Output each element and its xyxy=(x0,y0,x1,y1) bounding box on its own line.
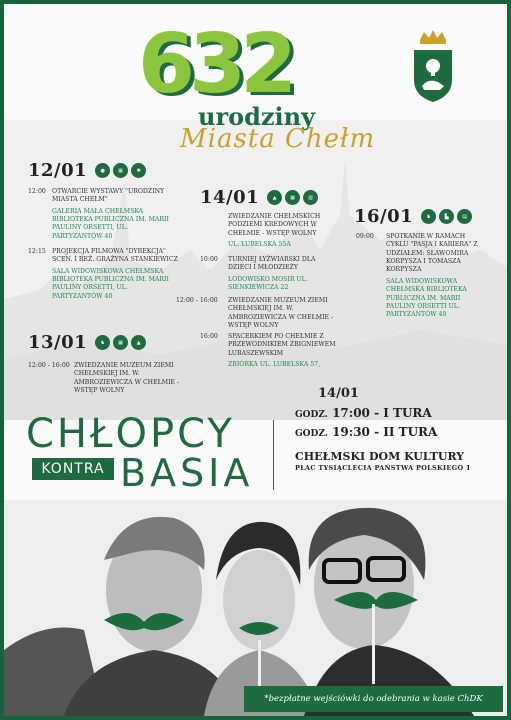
show-title-bottom: BASIA xyxy=(120,451,254,495)
event-title: ZWIEDZANIE MUZEUM ZIEMI CHEŁMSKIEJ IM. W. AMBROZIEWICZA W CHEŁMIE - WSTĘP WOLNY xyxy=(74,362,180,395)
divider xyxy=(273,420,274,490)
show-venue: CHEŁMSKI DOM KULTURY xyxy=(295,450,465,463)
event-item xyxy=(200,213,340,249)
gallery-icon: ▦ xyxy=(285,190,300,205)
event-time: 12:15 xyxy=(28,248,46,255)
show-address: PLAC TYSIĄCLECIA PAŃSTWA POLSKIEGO 1 xyxy=(295,464,471,472)
show-title-kontra: KONTRA xyxy=(32,458,114,480)
date-header-16-01 xyxy=(354,206,472,227)
event-location: UL. LUBELSKA 55A xyxy=(228,241,291,249)
show-date: 14/01 xyxy=(318,386,359,401)
event-title: SPOTKANIE W RAMACH CYKLU "PASJA I KARIERA" Z UDZIAŁEM: SŁAWOMIRA KORPYSZA I TOMASZA KORPYSZA xyxy=(386,233,478,274)
event-time: 12:00 - 16:00 xyxy=(176,297,218,304)
event-item xyxy=(28,362,188,395)
horse-icon: ♞ xyxy=(95,335,110,350)
event-location: SALA WIDOWISKOWA CHEŁMSKA BIBLIOTEKA PUBLICZNA IM. MARII PAULINY ORSETTI, UL. PARTYZANTÓW 40 xyxy=(52,267,169,300)
performers-photo xyxy=(4,500,507,716)
bell-icon: ▲ xyxy=(131,335,146,350)
date-label: 16/01 xyxy=(354,206,414,227)
anniversary-subtitle: urodziny xyxy=(198,102,316,131)
event-title: ZWIEDZANIE MUZEUM ZIEMI CHEŁMSKIEJ IM. W. AMBROZIEWICZA W CHEŁMIE - WSTĘP WOLNY xyxy=(228,297,334,330)
show-slot-2 xyxy=(295,425,437,439)
event-item xyxy=(28,188,178,241)
event-type-icons xyxy=(421,209,472,224)
book-icon: ▤ xyxy=(457,209,472,224)
slot-prefix: GODZ. xyxy=(295,429,328,439)
slot-time: 17:00 - I TURA xyxy=(332,406,432,420)
event-title: OTWARCIE WYSTAWY "URODZINY MIASTA CHEŁM" xyxy=(52,188,165,204)
event-time: 12:00 xyxy=(28,188,46,195)
slot-prefix: GODZ. xyxy=(295,410,328,420)
date-label: 13/01 xyxy=(28,332,88,353)
event-type-icons xyxy=(95,163,146,178)
camera-icon: ● xyxy=(95,163,110,178)
date-label: 14/01 xyxy=(200,187,260,208)
event-item xyxy=(356,233,486,320)
slot-time: 19:30 - II TURA xyxy=(332,425,438,439)
gallery-icon: ▦ xyxy=(113,163,128,178)
building-icon: ▥ xyxy=(303,190,318,205)
boot-icon: ▙ xyxy=(439,209,454,224)
anniversary-number: 632 xyxy=(138,17,292,112)
horse-icon: ♞ xyxy=(421,209,436,224)
event-location: ZBIÓRKA UL. LUBELSKA 57, xyxy=(228,361,321,369)
event-type-icons xyxy=(95,335,146,350)
event-title: TURNIEJ ŁYŻWIARSKI DLA DZIECI I MŁODZIEŻY xyxy=(228,256,316,272)
event-time: 12:00 - 16:00 xyxy=(28,362,70,369)
bell-icon: ▲ xyxy=(267,190,282,205)
show-title-top: CHŁOPCY xyxy=(26,411,235,457)
event-time: 09:00 xyxy=(356,233,374,240)
event-type-icons xyxy=(267,190,318,205)
event-item xyxy=(176,297,340,330)
footer-note: *bezpłatne wejściówki do odebrania w kasie ChDK xyxy=(244,686,503,712)
event-item xyxy=(200,256,340,292)
gallery-icon: ▦ xyxy=(113,335,128,350)
event-location: LODOWISKO MOSIR UL. SIENKIEWICZA 22 xyxy=(228,275,308,292)
event-title: PROJEKCJA FILMOWA "DYREKCJA" SCEN. I REŻ. GRAŻYNA STANKIEWICZ xyxy=(52,248,178,264)
date-header-14-01 xyxy=(200,187,318,208)
event-title: ZWIEDZANIE CHEŁMSKICH PODZIEMI KREDOWYCH W CHEŁMIE - WSTĘP WOLNY xyxy=(228,213,321,237)
event-item xyxy=(28,248,178,301)
event-time: 16:00 xyxy=(200,333,218,340)
date-header-12-01 xyxy=(28,160,146,181)
city-script-title: Miasta Chełm xyxy=(180,124,376,154)
event-title: SPACERKIEM PO CHEŁMIE Z PRZEWODNIKIEM ZBIGNIEWEM LUBASZEWSKIM xyxy=(228,333,336,357)
date-header-13-01 xyxy=(28,332,146,353)
event-time: 10:00 xyxy=(200,256,218,263)
star-icon: ✱ xyxy=(131,163,146,178)
event-location: GALERIA MAŁA CHEŁMSKA BIBLIOTEKA PUBLICZNA IM. MARII PAULINY ORSETTI, UL. PARTYZANTÓW 40 xyxy=(52,207,169,240)
event-item xyxy=(200,333,340,369)
event-location: SALA WIDOWISKOWA CHEŁMSKA BIBLIOTEKA PUBLICZNA IM. MARII PAULINY ORSETTI UL. PARTYZANTÓW 40 xyxy=(386,277,467,319)
date-label: 12/01 xyxy=(28,160,88,181)
show-slot-1 xyxy=(295,406,432,420)
city-crest-logo xyxy=(410,30,456,102)
